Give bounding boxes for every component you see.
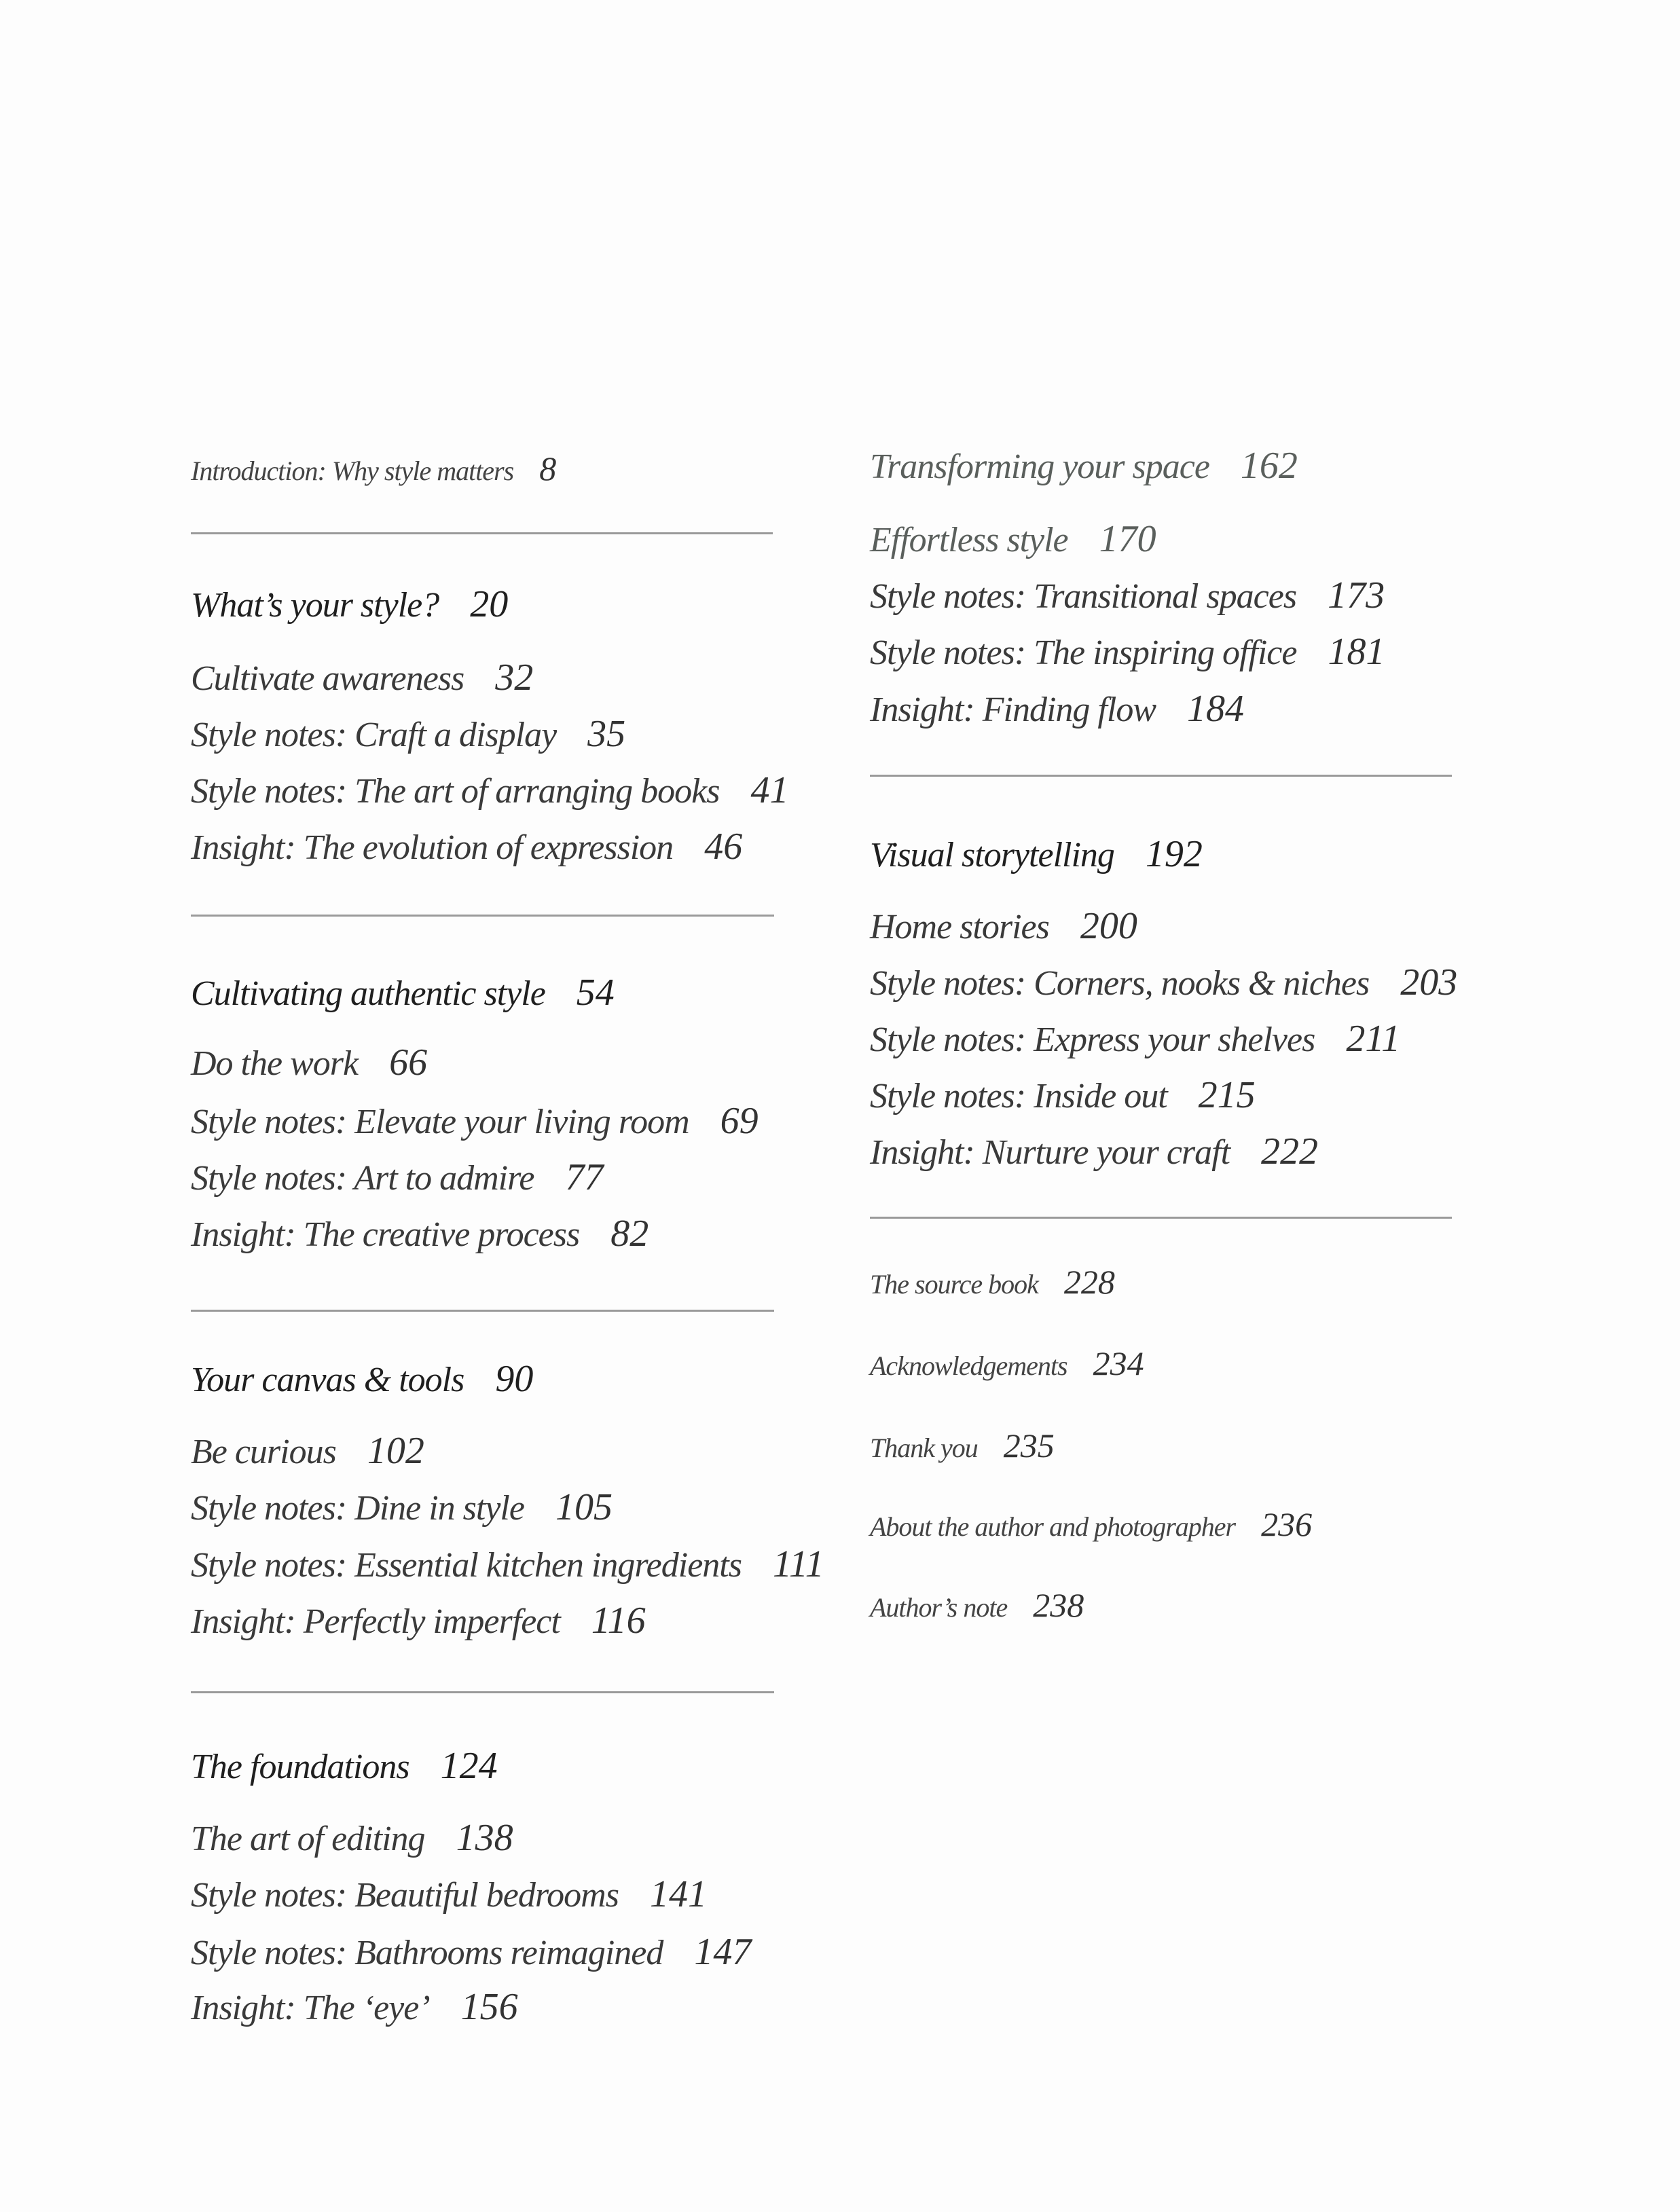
toc-entry [191,763,789,817]
page-number: 215 [1198,1074,1256,1116]
entry-title: Insight: Finding flow [870,690,1156,729]
entry-title: Style notes: Art to admire [191,1159,534,1198]
page-number: 173 [1328,574,1385,616]
entry-title: Style notes: The art of arranging books [191,772,720,811]
toc-entry [191,1980,518,2034]
section-heading [191,577,508,631]
section-heading [870,827,1203,881]
toc-entry [191,650,533,705]
section-divider [191,1691,774,1693]
page-number: 162 [1240,445,1298,487]
section-heading [191,1739,498,1793]
toc-entry [870,568,1385,623]
entry-title: The source book [870,1269,1038,1299]
page-number: 8 [539,449,557,487]
entry-title: Style notes: Elevate your living room [191,1103,689,1141]
back-matter-entry [870,1336,1144,1390]
entry-title: Insight: Perfectly imperfect [191,1602,560,1641]
toc-entry [870,1124,1318,1179]
page-number: 147 [694,1931,752,1973]
page-number: 192 [1145,833,1203,875]
toc-entry [191,1593,646,1648]
entry-title: Cultivating authentic style [191,974,545,1013]
entry-title: Style notes: Craft a display [191,716,557,754]
entry-title: Author’s note [870,1592,1008,1623]
entry-title: What’s your style? [191,586,439,625]
entry-title: Transforming your space [870,447,1209,486]
page-number: 235 [1003,1426,1055,1464]
toc-entry [870,682,1244,736]
page-number: 41 [750,769,789,811]
toc-entry [191,707,625,761]
toc-entry [870,955,1457,1010]
page-number: 20 [470,583,509,625]
page-number: 35 [587,713,626,755]
section-heading [191,965,615,1020]
entry-title: Style notes: Inside out [870,1077,1167,1116]
toc-entry [191,1867,707,1921]
page-number: 222 [1261,1130,1319,1173]
toc-entry [191,1424,424,1478]
section-divider [191,915,774,917]
toc-entry [191,1094,759,1148]
page-number: 228 [1063,1263,1115,1301]
page-number: 124 [440,1745,498,1787]
page-number: 90 [495,1358,534,1400]
page-number: 238 [1033,1586,1084,1624]
page-number: 32 [495,657,534,699]
page-number: 116 [591,1600,646,1642]
back-matter-entry [870,1255,1115,1309]
toc-entry [191,1811,513,1865]
toc-entry [191,1537,824,1591]
entry-title: Style notes: The inspiring office [870,633,1297,672]
page-number: 77 [565,1156,604,1198]
toc-entry [870,512,1156,566]
entry-title: About the author and photographer [870,1511,1236,1542]
entry-title: Cultivate awareness [191,659,464,698]
page-number: 170 [1099,518,1156,560]
toc-entry [870,1012,1400,1066]
entry-title: Style notes: Bathrooms reimagined [191,1934,663,1972]
page-number: 138 [456,1817,513,1859]
page-number: 211 [1346,1018,1401,1060]
page-number: 111 [772,1543,824,1585]
page-number: 66 [389,1042,428,1084]
section-heading [191,1352,533,1406]
page-number: 102 [367,1430,424,1472]
entry-title: Effortless style [870,521,1068,559]
page-number: 156 [460,1986,518,2028]
toc-entry [870,899,1137,953]
entry-title: Acknowledgements [870,1350,1067,1381]
entry-title: Insight: The ‘eye’ [191,1989,430,2027]
page-number: 69 [720,1100,759,1142]
entry-title: Insight: The creative process [191,1215,580,1254]
entry-title: Your canvas & tools [191,1361,464,1399]
entry-title: Visual storytelling [870,836,1114,874]
back-matter-entry [870,1418,1055,1473]
entry-title: Style notes: Transitional spaces [870,577,1297,616]
entry-title: Style notes: Essential kitchen ingredients [191,1546,742,1585]
page-number: 82 [610,1213,649,1255]
section-divider [870,775,1452,777]
entry-title: Insight: Nurture your craft [870,1133,1230,1172]
entry-title: Style notes: Dine in style [191,1489,524,1528]
entry-title: Introduction: Why style matters [191,456,514,486]
entry-title: Thank you [870,1433,978,1463]
entry-title: Style notes: Express your shelves [870,1020,1315,1059]
toc-entry [191,1925,751,1979]
page-number: 200 [1080,905,1137,947]
page-number: 105 [555,1486,613,1528]
toc-entry [191,1206,649,1261]
back-matter-entry [870,1578,1084,1632]
entry-title: Do the work [191,1044,359,1083]
page-number: 184 [1187,688,1244,730]
entry-title: Home stories [870,908,1049,946]
toc-entry [870,625,1385,679]
entry-title: The foundations [191,1748,409,1786]
page-number: 46 [704,826,743,868]
toc-entry [191,1480,613,1534]
toc-entry [191,1035,427,1090]
page-number: 181 [1328,631,1385,673]
toc-entry [191,819,742,874]
section-divider [191,1310,774,1312]
entry-title: Be curious [191,1433,336,1471]
entry-title: Insight: The evolution of expression [191,828,674,867]
section-divider [870,1217,1452,1219]
section-divider [191,532,773,534]
section-heading [870,439,1298,493]
entry-title: Style notes: Corners, nooks & niches [870,964,1370,1003]
page-number: 54 [576,972,615,1014]
page-number: 236 [1261,1505,1313,1543]
toc-introduction [191,441,556,496]
entry-title: Style notes: Beautiful bedrooms [191,1876,619,1915]
toc-entry [191,1150,603,1204]
back-matter-entry [870,1497,1312,1551]
toc-entry [870,1068,1256,1122]
page-number: 203 [1400,961,1458,1003]
page-number: 234 [1093,1344,1144,1382]
page-number: 141 [649,1873,707,1915]
entry-title: The art of editing [191,1820,425,1858]
